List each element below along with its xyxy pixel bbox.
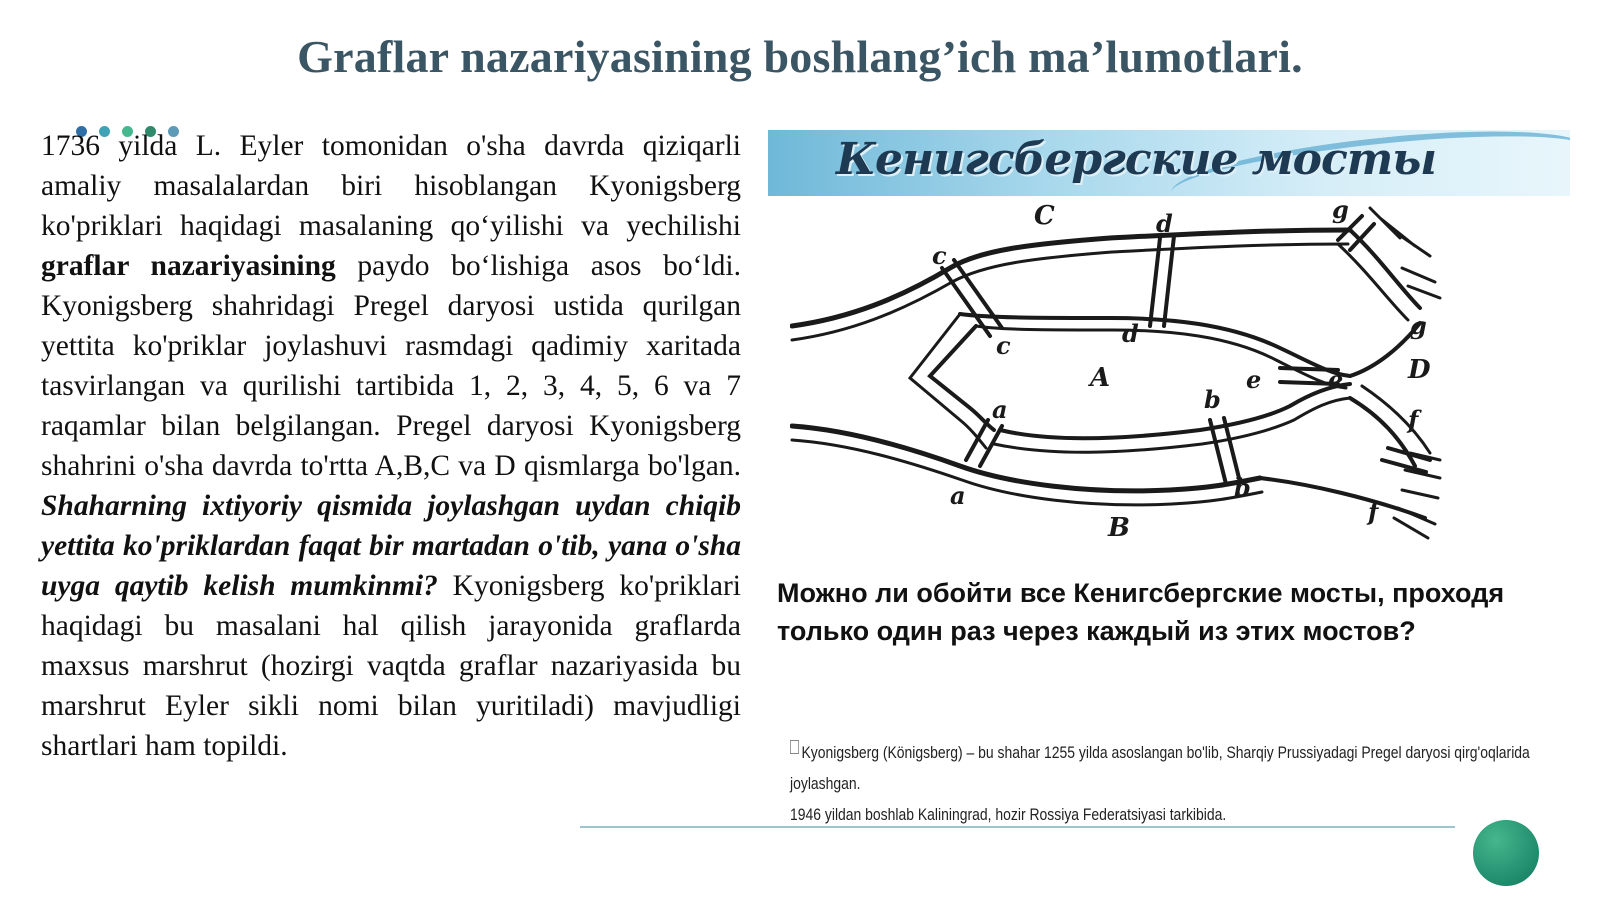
- body-part-3: Kyonigsberg ko'priklari haqidagi bu masalani hal qilish jarayonida graflarda maxsus marshrut (hozirgi vaqtda graflar nazariyasida bu marshrut Eyler sikli nomi bilan yuritiladi) mavjudligi shartlari ham topildi.: [41, 570, 741, 762]
- label-c-bottom: c: [996, 331, 1011, 360]
- label-c-top: c: [932, 241, 947, 270]
- body-paragraph: [41, 126, 741, 766]
- konigsberg-bridges-map: [790, 198, 1490, 558]
- label-B: B: [1108, 513, 1130, 543]
- body-bold-term: graflar nazariyasining: [41, 250, 336, 282]
- body-part-1: 1736 yilda L. Eyler tomonidan o'sha davrda qiziqarli amaliy masalalardan biri hisoblangan Kyonigsberg ko'priklari haqidagi masalaning qo‘yilishi va yechilishi: [41, 130, 741, 242]
- label-e-right: e: [1328, 365, 1344, 394]
- slide-title: Graflar nazariyasining boshlang’ich ma’lumotlari.: [297, 31, 1303, 82]
- river-east-south-inner: [1362, 386, 1430, 453]
- river-north-bank-inner: [792, 244, 1348, 340]
- river-east-south: [1350, 398, 1415, 466]
- corner-circle-decoration: [1473, 820, 1539, 886]
- label-e-left: e: [1246, 365, 1262, 394]
- island-south-outer: [1000, 384, 1350, 438]
- island-north-inner: [976, 326, 1346, 388]
- footnote-text-2: 1946 yildan boshlab Kaliningrad, hozir Rossiya Federatsiyasi tarkibida.: [790, 805, 1227, 824]
- body-question: Shaharning ixtiyoriy qismida joylashgan uydan chiqib yettita ko'priklardan faqat bir martadan o'tib, yana o'sha uyga qaytib kelish mumkinmi?: [41, 490, 741, 602]
- hatch-ne: [1370, 208, 1440, 298]
- label-f-top: f: [1408, 405, 1419, 434]
- label-b-bottom: b: [1234, 473, 1251, 502]
- river-east-south-2: [1260, 478, 1425, 518]
- island-south-inner: [994, 398, 1350, 452]
- banner-title: Кенигсбергские мосты: [836, 134, 1437, 185]
- label-g-right: g: [1410, 311, 1427, 340]
- label-C: C: [1034, 201, 1055, 231]
- bridge-a: [966, 420, 1002, 466]
- footnote-text-1: Kyonigsberg (Königsberg) – bu shahar 1255 yilda asoslangan bo'lib, Sharqiy Prussiyadagi Pregel daryosi qirg'oqlarida joylashgan.: [790, 743, 1530, 793]
- image-banner: [768, 130, 1570, 196]
- label-d-bottom: d: [1122, 319, 1139, 348]
- footnote-line-1: [790, 737, 1536, 799]
- image-question: Можно ли обойти все Кенигсбергские мосты, проходя только один раз через каждый из этих мостов?: [777, 578, 1505, 646]
- label-f-bottom: f: [1368, 497, 1379, 526]
- label-D: D: [1408, 355, 1431, 385]
- label-b-top: b: [1204, 385, 1221, 414]
- label-d-top: d: [1156, 209, 1173, 238]
- label-a-top: a: [992, 395, 1008, 424]
- body-part-2: paydo bo‘lishiga asos bo‘ldi. Kyonigsberg shahridagi Pregel daryosi ustida qurilgan yettita ko'priklar joylashuvi rasmdagi qadimiy xaritada tasvirlangan va qurilishi tartibida 1, 2, 3, 4, 5, 6 va 7 raqamlar bilan belgilangan. Pregel daryosi Kyonigsberg shahrini o'sha davrda to'rtta A,B,C va D qismlarga bo'lgan.: [41, 250, 741, 482]
- footnote-marker-icon: [790, 740, 799, 754]
- bridge-f: [1382, 448, 1430, 472]
- label-a-bottom: a: [950, 481, 966, 510]
- label-A: A: [1090, 363, 1111, 393]
- footnote: [790, 737, 1536, 830]
- island-west-inner: [910, 314, 986, 448]
- bottom-divider: [580, 826, 1455, 828]
- label-g-top: g: [1332, 198, 1349, 224]
